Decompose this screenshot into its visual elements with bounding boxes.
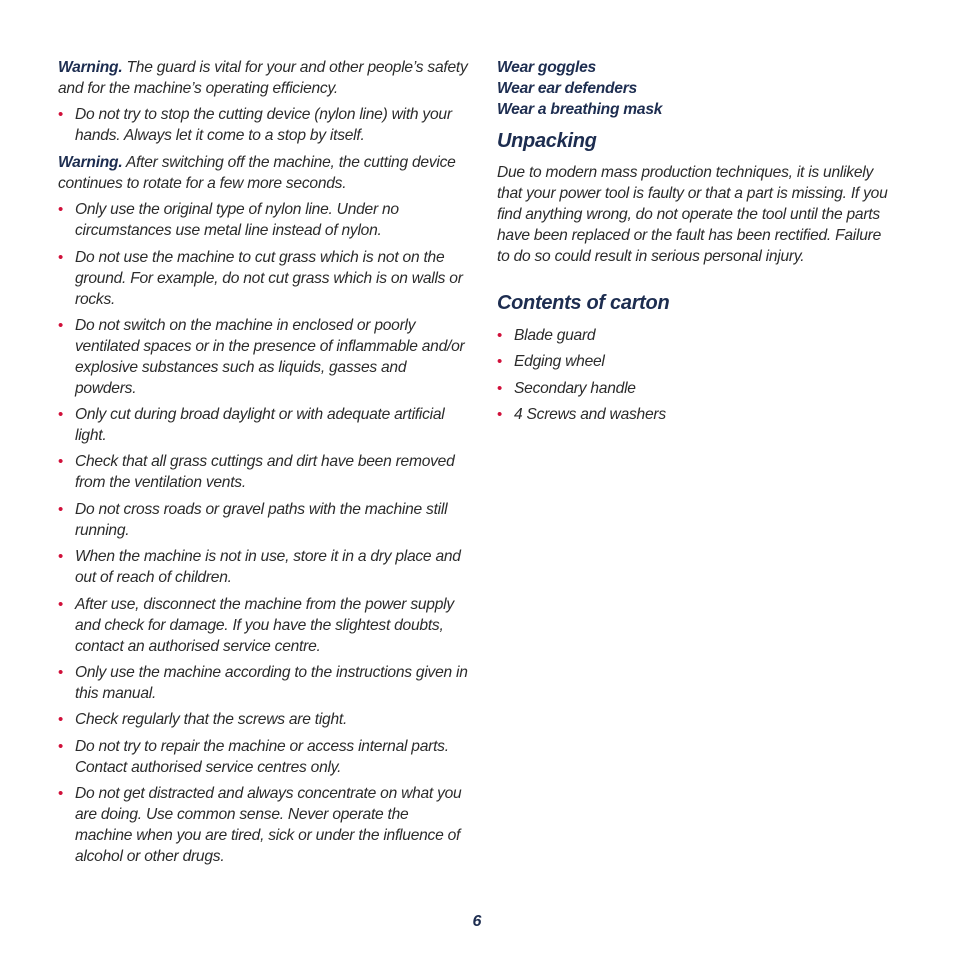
ppe-ear-defenders: Wear ear defenders: [497, 80, 637, 97]
list-item-text: Blade guard: [514, 327, 596, 344]
list-item: [497, 404, 897, 425]
list-item: [497, 325, 897, 346]
bullet-icon: •: [497, 380, 503, 397]
list-item-text: Do not try to repair the machine or access internal parts. Contact authorised service centres only.: [75, 738, 449, 776]
list-item-text: Do not use the machine to cut grass which is not on the ground. For example, do not cut grass which is on walls or rocks.: [75, 249, 463, 308]
list-item: [58, 104, 468, 146]
warning-text: The guard is vital for your and other people’s safety and for the machine’s operating efficiency.: [58, 59, 468, 97]
list-item-text: Check that all grass cuttings and dirt have been removed from the ventilation vents.: [75, 453, 455, 491]
bullet-icon: •: [58, 596, 64, 613]
list-item-text: Check regularly that the screws are tight.: [75, 711, 348, 728]
page-number: 6: [472, 913, 482, 930]
bullet-icon: •: [58, 106, 64, 123]
list-item: [58, 736, 468, 778]
bullet-icon: •: [58, 501, 64, 518]
unpacking-text: Due to modern mass production techniques, it is unlikely that your power tool is faulty or that a part is missing. If you find anything wrong, do not operate the tool until the parts have been replaced or the fault has been rectified. Failure to do so could result in serious personal injury.: [497, 164, 888, 265]
list-item: [58, 315, 468, 399]
list-item: [497, 351, 897, 372]
list-item-text: After use, disconnect the machine from the power supply and check for damage. If you have the slightest doubts, contact an authorised service centre.: [75, 596, 454, 655]
list-item-text: Only use the original type of nylon line. Under no circumstances use metal line instead of nylon.: [75, 201, 399, 239]
bullet-icon: •: [58, 249, 64, 266]
bullet-icon: •: [58, 785, 64, 802]
list-item-text: Do not switch on the machine in enclosed or poorly ventilated spaces or in the presence of inflammable and/or explosive substances such as liquids, gasses and powders.: [75, 317, 465, 397]
list-item-text: Secondary handle: [514, 380, 636, 397]
list-item-text: Do not cross roads or gravel paths with the machine still running.: [75, 501, 448, 539]
list-item: [58, 783, 468, 867]
bullet-icon: •: [58, 711, 64, 728]
bullet-icon: •: [58, 201, 64, 218]
bullet-icon: •: [58, 664, 64, 681]
warning-label: Warning.: [58, 154, 123, 171]
ppe-goggles: Wear goggles: [497, 59, 596, 76]
bullet-icon: •: [58, 738, 64, 755]
bullet-icon: •: [497, 353, 503, 370]
list-item: [58, 404, 468, 446]
bullet-icon: •: [58, 317, 64, 334]
list-item: [58, 451, 468, 493]
warning-text: After switching off the machine, the cutting device continues to rotate for a few more seconds.: [58, 154, 456, 192]
list-item-text: Only use the machine according to the instructions given in this manual.: [75, 664, 468, 702]
list-item: [58, 662, 468, 704]
list-item: [58, 247, 468, 310]
list-item-text: 4 Screws and washers: [514, 406, 666, 423]
list-item: [58, 709, 468, 730]
unpacking-heading: Unpacking: [497, 130, 597, 152]
list-item-text: When the machine is not in use, store it in a dry place and out of reach of children.: [75, 548, 461, 586]
ppe-breathing-mask: Wear a breathing mask: [497, 101, 663, 118]
list-item-text: Only cut during broad daylight or with adequate artificial light.: [75, 406, 445, 444]
contents-heading: Contents of carton: [497, 292, 670, 314]
list-item-text: Do not get distracted and always concentrate on what you are doing. Use common sense. Never operate the machine when you are tired, sick or under the influence of alcohol or other drugs.: [75, 785, 462, 865]
list-item: [58, 499, 468, 541]
bullet-icon: •: [58, 406, 64, 423]
warning-label: Warning.: [58, 59, 123, 76]
list-item: [497, 378, 897, 399]
list-item: [58, 546, 468, 588]
warning-guard: [58, 57, 468, 99]
bullet-icon: •: [497, 327, 503, 344]
list-item: [58, 594, 468, 657]
list-item-text: Do not try to stop the cutting device (nylon line) with your hands. Always let it come to a stop by itself.: [75, 106, 452, 144]
bullet-icon: •: [58, 453, 64, 470]
bullet-icon: •: [497, 406, 503, 423]
warning-rotation: [58, 152, 468, 194]
list-item: [58, 199, 468, 241]
list-item-text: Edging wheel: [514, 353, 605, 370]
bullet-icon: •: [58, 548, 64, 565]
